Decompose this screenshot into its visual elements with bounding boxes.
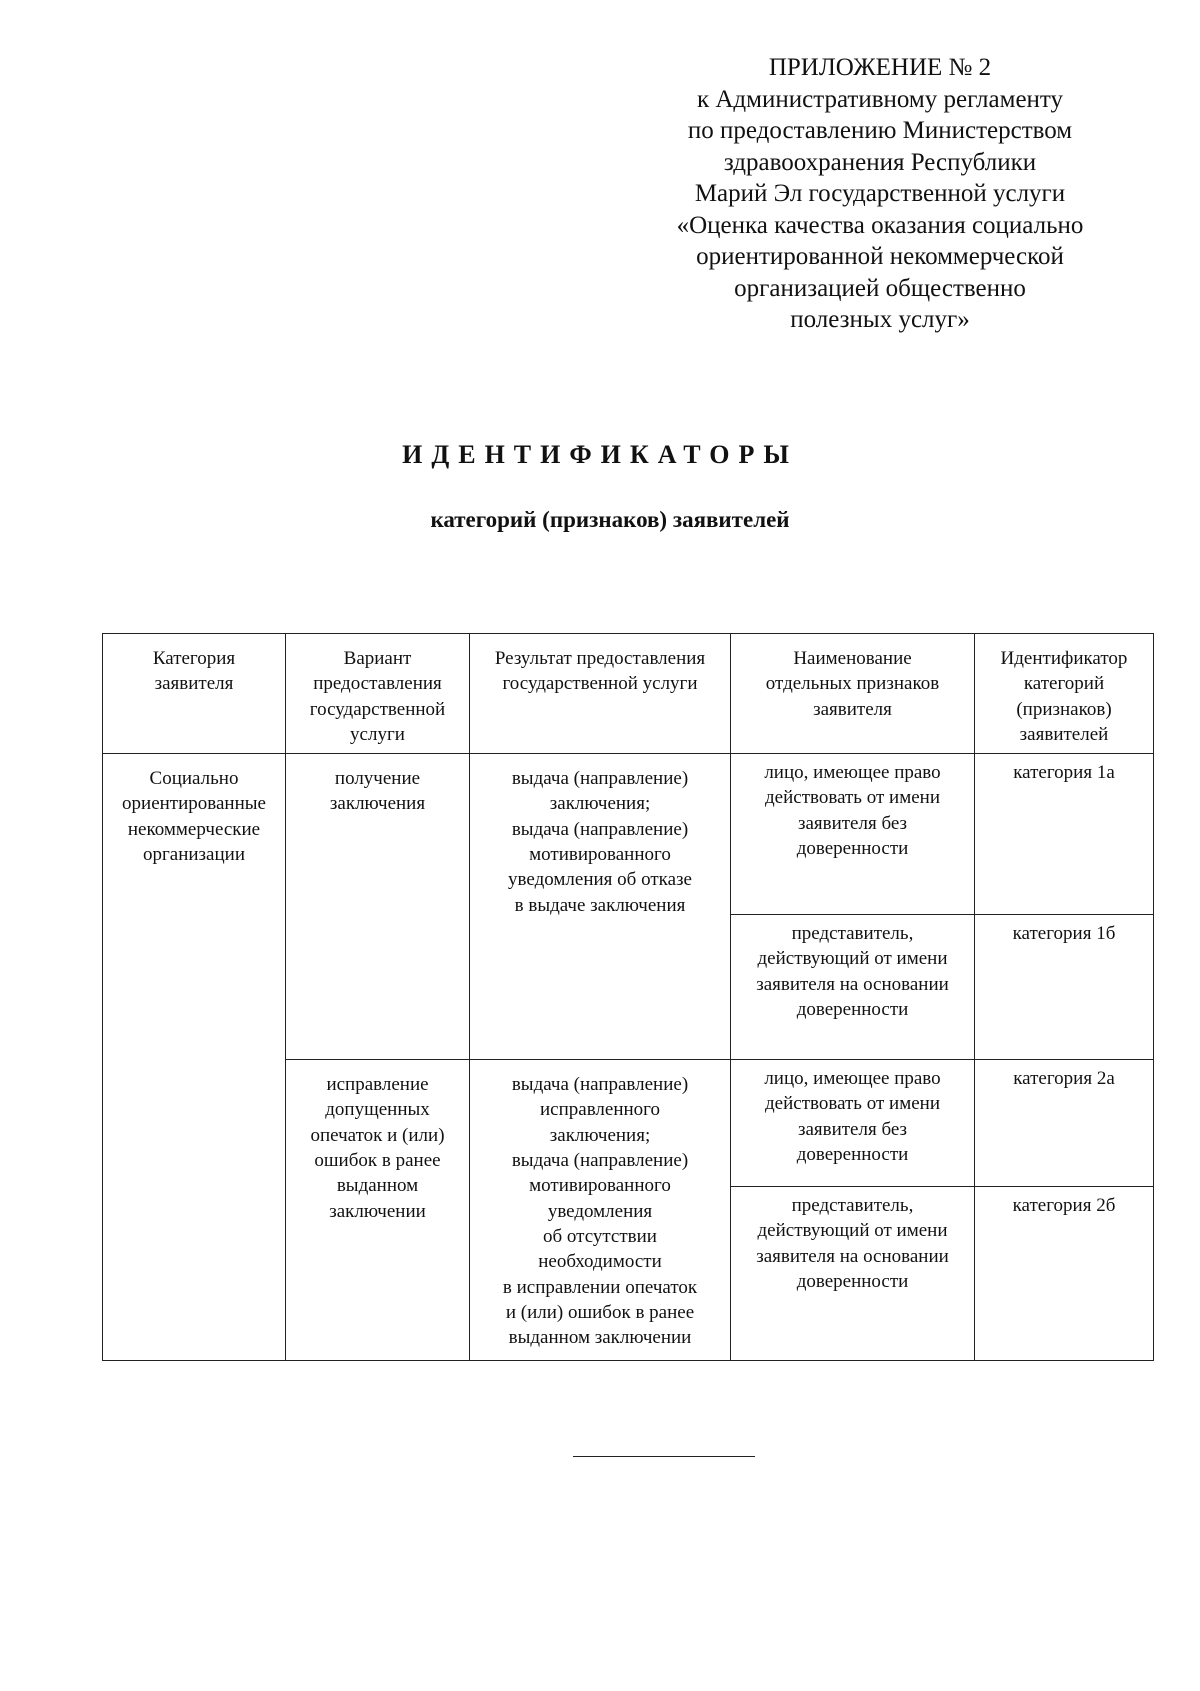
sign-cell: представитель, действующий от имени заявителя на основании доверенности: [731, 1187, 975, 1361]
closing-rule: [573, 1456, 755, 1457]
appendix-block: [610, 52, 1150, 336]
appendix-line: ПРИЛОЖЕНИЕ № 2: [768, 54, 992, 81]
appendix-line: по предоставлению Министерством: [687, 117, 1073, 144]
sign-cell: представитель, действующий от имени заявителя на основании доверенности: [731, 915, 975, 1060]
appendix-line: «Оценка качества оказания социально: [676, 211, 1084, 239]
variant-cell: исправление допущенных опечаток и (или) ошибок в ранее выданном заключении: [286, 1060, 470, 1361]
header-result: Результат предоставления государственной услуги: [470, 634, 731, 754]
identifiers-table: [102, 633, 1154, 1361]
table-header-row: [103, 634, 1154, 754]
applicant-category-cell: Социально ориентированные некоммерческие организации: [103, 754, 286, 1361]
document-subtitle: категорий (признаков) заявителей: [430, 507, 790, 532]
appendix-line: здравоохранения Республики: [723, 148, 1037, 176]
result-cell: выдача (направление) заключения; выдача (направление) мотивированного уведомления об отказе в выдаче заключения: [470, 754, 731, 1060]
variant-cell: получение заключения: [286, 754, 470, 1060]
appendix-line: организацией общественно: [734, 274, 1026, 302]
header-signs: Наименование отдельных признаков заявителя: [731, 634, 975, 754]
identifier-cell: категория 2б: [975, 1187, 1154, 1361]
table-row: [103, 754, 1154, 915]
identifier-cell: категория 2а: [975, 1060, 1154, 1187]
result-cell: выдача (направление) исправленного заключения; выдача (направление) мотивированного уведомления об отсутствии необходимости в исправлении опечаток и (или) ошибок в ранее выданном заключении: [470, 1060, 731, 1361]
appendix-line: полезных услуг»: [790, 306, 970, 333]
appendix-line: Марий Эл государственной услуги: [694, 180, 1066, 207]
identifier-cell: категория 1б: [975, 915, 1154, 1060]
appendix-line: к Административному регламенту: [696, 85, 1064, 113]
appendix-line: ориентированной некоммерческой: [696, 243, 1064, 270]
sign-cell: лицо, имеющее право действовать от имени заявителя без доверенности: [731, 754, 975, 915]
header-variant: Вариант предоставления государственной услуги: [286, 634, 470, 754]
header-identifier: Идентификатор категорий (признаков) заявителей: [975, 634, 1154, 754]
identifier-cell: категория 1а: [975, 754, 1154, 915]
header-category: Категория заявителя: [103, 634, 286, 754]
document-title: ИДЕНТИФИКАТОРЫ: [402, 440, 798, 469]
sign-cell: лицо, имеющее право действовать от имени заявителя без доверенности: [731, 1060, 975, 1187]
